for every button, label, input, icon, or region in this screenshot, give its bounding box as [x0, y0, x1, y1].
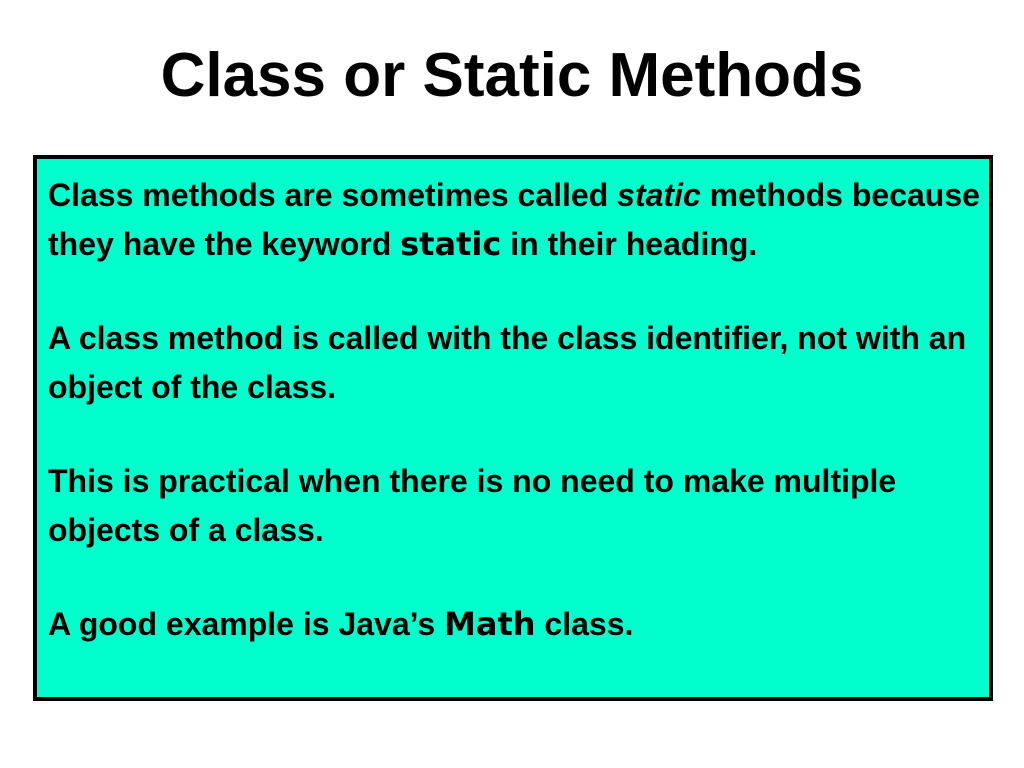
p4-text-after: class.	[535, 606, 634, 642]
paragraph-3: This is practical when there is no need to make multiple objects of a class.	[48, 463, 897, 548]
p1-italic-static: static	[617, 177, 701, 213]
content-text	[48, 171, 983, 649]
paragraph-4	[48, 600, 983, 649]
p1-text-middle: methods because they have the keyword	[48, 177, 980, 262]
p1-text-after: in their heading.	[501, 226, 758, 262]
slide-title: Class or Static Methods	[160, 41, 864, 110]
paragraph-2: A class method is called with the class identifier, not with an object of the class.	[48, 320, 967, 405]
p1-keyword-static: static	[400, 225, 502, 263]
p4-keyword-math: Math	[444, 605, 536, 643]
p4-text-before: A good example is Java’s	[48, 606, 445, 642]
content-box	[33, 155, 993, 701]
paragraph-1	[48, 171, 983, 269]
p1-text-before: Class methods are sometimes called	[48, 177, 618, 213]
